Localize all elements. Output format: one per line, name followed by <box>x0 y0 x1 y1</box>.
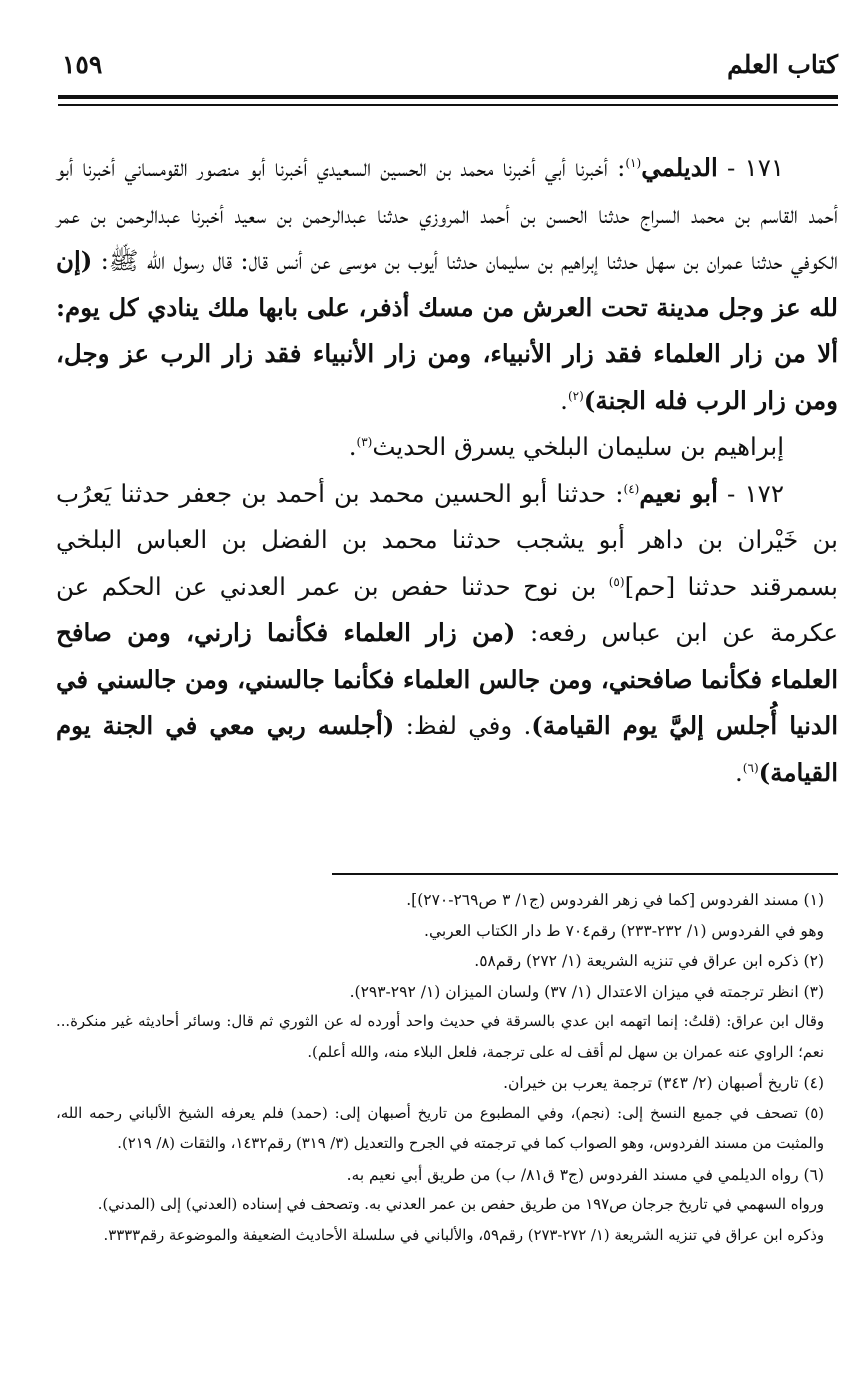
footnote-2: (٢) ذكره ابن عراق في تنزيه الشريعة (١/ ٢٧٢) رقم٥٨. <box>474 952 824 970</box>
page-number: ١٥٩ <box>62 50 103 79</box>
header-rule-thin <box>58 104 838 106</box>
footnote-6-continued: ورواه السهمي في تاريخ جرجان ص١٩٧ من طريق حفص بن عمر العدني به. وتصحف في إسناده (العدني) إلى (المدني). <box>97 1196 824 1213</box>
footnote-ref-6: (٦) <box>742 760 759 775</box>
footnote-divider <box>332 873 838 875</box>
narrator-note <box>56 424 838 471</box>
footnote-ref-5: (٥) <box>608 574 625 589</box>
footnote-1-continued: وهو في الفردوس (١/ ٢٣٢-٢٣٣) رقم٧٠٤ ط دار الكتاب العربي. <box>424 921 824 940</box>
footnote-4: (٤) تاريخ أصبهان (٢/ ٣٤٣) ترجمة يعرب بن خيران. <box>503 1074 824 1092</box>
connector-text: . وفي لفظ: <box>394 711 532 740</box>
footnote-ref-2: (٢) <box>567 388 584 403</box>
isnad-text: : أخبرنا أبي أخبرنا محمد بن الحسين السعيدي أخبرنا أبو منصور القومساني أخبرنا أبو أحمد القاسم بن محمد السراج حدثنا الحسن بن أحمد المروزي حدثنا عبدالرحمن بن سعيد أخبرنا عبدالرحمن بن عمر الكوفي حدثنا عمران بن سهل حدثنا إبراهيم بن سليمان حدثنا أيوب بن موسى عن أنس قال: قال رسول الله ﷺ: <box>56 153 838 275</box>
hadith-number: ١٧١ - <box>717 153 785 182</box>
isnad-text: : حدثنا أبو الحسين محمد بن أحمد بن جعفر حدثنا يَعرُب بن خَيْران بن داهر أبو يشجب حدثنا محمد بن الفضل بن العباس البلخي بسمرقند حدثنا [حم] <box>56 478 838 601</box>
matn-variant: (أجلسه ربي معي في الجنة يوم القيامة) <box>56 711 838 787</box>
sentence-end: . <box>560 385 568 415</box>
sentence-end: . <box>735 757 743 787</box>
matn-text: (إن لله عز وجل مدينة تحت العرش من مسك أذفر، على بابها ملك ينادي كل يوم: ألا من زار العلماء فقد زار الأنبياء، ومن زار الأنبياء فقد زار الرب عز وجل، ومن زار الرب فله الجنة) <box>56 246 838 415</box>
sentence-end: . <box>348 432 357 461</box>
footnote-ref-1: (١) <box>625 155 642 170</box>
footnote-6: (٦) رواه الديلمي في مسند الفردوس (ج٣ ق٨١/ ب) من طريق أبي نعيم به. <box>346 1165 824 1184</box>
footnotes <box>56 885 824 1251</box>
running-header <box>52 50 838 96</box>
hadith-number: ١٧٢ - <box>717 478 784 508</box>
footnote-ref-4: (٤) <box>623 481 640 496</box>
document-page <box>52 0 838 1389</box>
note-text: إبراهيم بن سليمان البلخي يسرق الحديث <box>372 432 784 461</box>
header-rule-thick <box>58 95 838 99</box>
hadith-171 <box>56 145 838 424</box>
source-name: أبو نعيم <box>639 478 718 508</box>
footnote-5: (٥) تصحف في جميع النسخ إلى: (نجم)، وفي المطبوع من تاريخ أصبهان إلى: (حمد) فلم يعرفه الشيخ الألباني رحمه الله، والمثبت من مسند الفردوس، وهو الصواب كما في ترجمته في الجرح والتعديل (٣/ ٣١٩) رقم١٤٣٢، والثقات (٨/ ٢١٩). <box>56 1104 824 1152</box>
footnote-3-continued: وقال ابن عراق: (قلتُ: إنما اتهمه ابن عدي بالسرقة في حديث واحد أورده له عن الثوري ثم قال: وسائر أحاديثه غير منكرة... نعم؛ الراوي عنه عمران بن سهل لم أقف له على ترجمة، فلعل البلاء منه، والله أعلم). <box>56 1013 824 1061</box>
footnote-6-continued-2: وذكره ابن عراق في تنزيه الشريعة (١/ ٢٧٢-٢٧٣) رقم٥٩، والألباني في سلسلة الأحاديث الضعيفة والموضوعة رقم٣٣٣٣. <box>103 1226 824 1244</box>
book-section-title: كتاب العلم <box>727 50 838 79</box>
source-name: الديلمي <box>641 153 718 182</box>
main-text <box>56 145 838 796</box>
footnote-ref-3: (٣) <box>356 434 373 449</box>
isnad-text-continued: بن نوح حدثنا حفص بن عمر العدني عن الحكم عن عكرمة عن ابن عباس رفعه: <box>56 571 838 647</box>
matn-text: (من زار العلماء فكأنما زارني، ومن صافح العلماء فكأنما صافحني، ومن جالس العلماء فكأنما جالسني، ومن جالسني في الدنيا أُجلس إليَّ يوم القيامة) <box>56 618 839 740</box>
hadith-172 <box>56 471 838 797</box>
footnote-3: (٣) انظر ترجمته في ميزان الاعتدال (١/ ٣٧) ولسان الميزان (١/ ٢٩٢-٢٩٣). <box>349 982 824 1001</box>
footnote-1: (١) مسند الفردوس [كما في زهر الفردوس (ج١/ ٣ ص٢٦٩-٢٧٠)]. <box>406 891 824 909</box>
